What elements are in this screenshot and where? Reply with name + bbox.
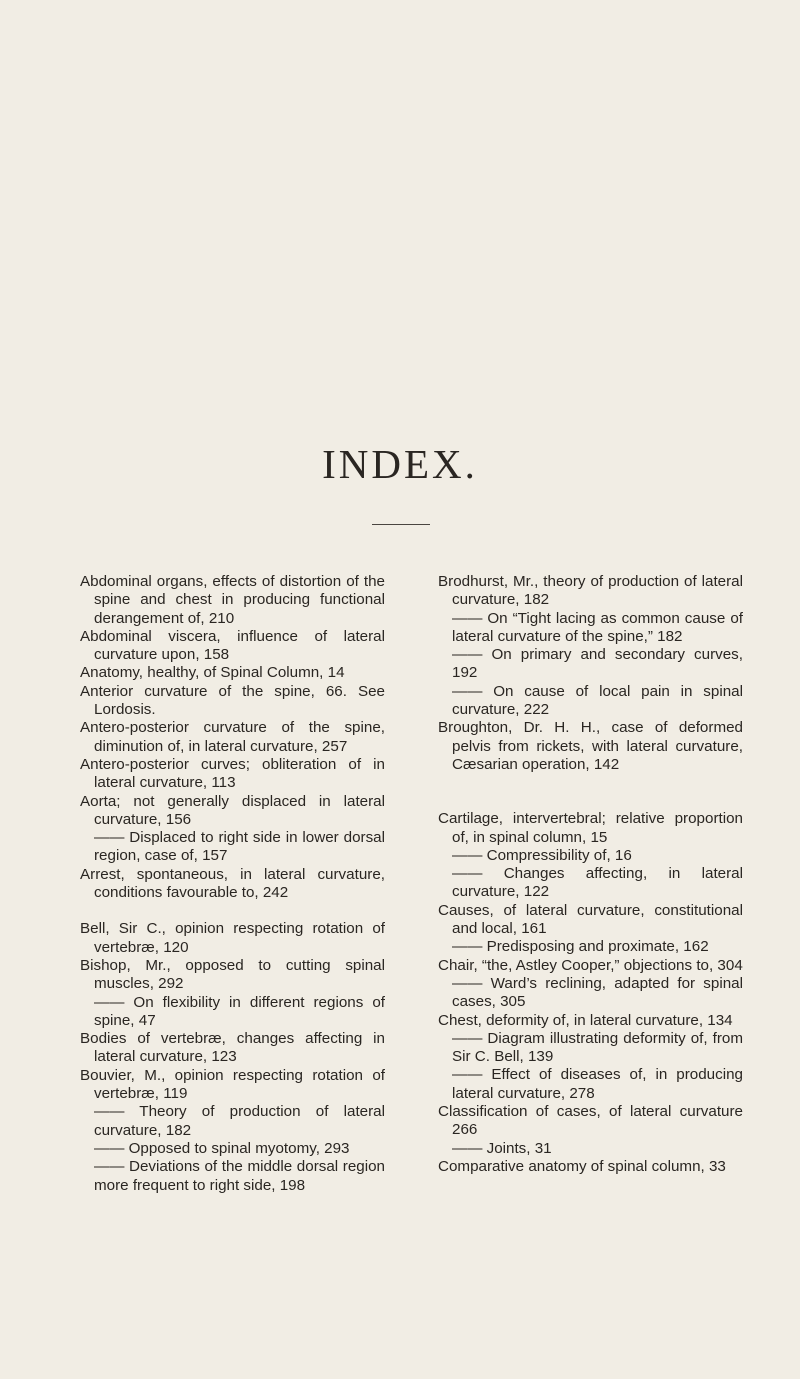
index-entry: Causes, of lateral curvature, constitutional and local, 161 bbox=[438, 901, 743, 938]
index-entry: Abdominal viscera, influence of lateral curvature upon, 158 bbox=[80, 627, 385, 664]
index-subentry: —— Predisposing and proximate, 162 bbox=[452, 938, 709, 956]
section-gap bbox=[438, 774, 743, 810]
index-subentry: —— On primary and secondary curves, 192 bbox=[452, 646, 743, 682]
index-entry: Abdominal organs, effects of distortion of the spine and chest in producing functional derangement of, 210 bbox=[80, 573, 385, 627]
index-column-left bbox=[80, 573, 385, 1195]
index-entry: Bell, Sir C., opinion respecting rotation of vertebræ, 120 bbox=[80, 920, 385, 956]
index-entry: Anatomy, healthy, of Spinal Column, 14 bbox=[80, 664, 345, 682]
index-entry: Antero-posterior curves; obliteration of in lateral curvature, 113 bbox=[80, 755, 385, 792]
index-column-right bbox=[438, 573, 743, 1176]
index-subentry: —— On cause of local pain in spinal curvature, 222 bbox=[452, 682, 743, 719]
index-subentry: —— On flexibility in different regions of spine, 47 bbox=[94, 993, 385, 1029]
index-entry: Chest, deformity of, in lateral curvature, 134 bbox=[438, 1011, 733, 1029]
section-gap bbox=[80, 902, 385, 920]
index-entry: Bishop, Mr., opposed to cutting spinal muscles, 292 bbox=[80, 956, 385, 993]
index-entry: Bodies of vertebræ, changes affecting in lateral curvature, 123 bbox=[80, 1030, 385, 1066]
index-subentry: —— Effect of diseases of, in producing lateral curvature, 278 bbox=[452, 1066, 743, 1102]
index-subentry: —— Compressibility of, 16 bbox=[452, 846, 632, 864]
index-entry: Arrest, spontaneous, in lateral curvature, conditions favourable to, 242 bbox=[80, 865, 385, 902]
index-entry: Aorta; not generally displaced in lateral curvature, 156 bbox=[80, 792, 385, 828]
index-subentry: —— Displaced to right side in lower dorsal region, case of, 157 bbox=[94, 829, 385, 865]
index-subentry: —— On “Tight lacing as common cause of lateral curvature of the spine,” 182 bbox=[452, 609, 743, 645]
index-entry: Chair, “the, Astley Cooper,” objections to, 304 bbox=[438, 956, 743, 974]
index-entry: Anterior curvature of the spine, 66. See Lordosis. bbox=[80, 682, 385, 719]
index-subentry: —— Ward’s reclining, adapted for spinal cases, 305 bbox=[452, 974, 743, 1011]
page-title: INDEX. bbox=[322, 441, 478, 487]
index-entry: Brodhurst, Mr., theory of production of lateral curvature, 182 bbox=[438, 573, 743, 609]
index-subentry: —— Joints, 31 bbox=[452, 1139, 552, 1157]
index-subentry: —— Diagram illustrating deformity of, from Sir C. Bell, 139 bbox=[452, 1029, 743, 1066]
index-entry: Classification of cases, of lateral curvature 266 bbox=[438, 1103, 743, 1139]
index-entry: Comparative anatomy of spinal column, 33 bbox=[438, 1157, 726, 1175]
index-subentry: —— Changes affecting, in lateral curvature, 122 bbox=[452, 865, 743, 901]
index-entry: Bouvier, M., opinion respecting rotation of vertebræ, 119 bbox=[80, 1066, 385, 1103]
index-subentry: —— Opposed to spinal myotomy, 293 bbox=[94, 1139, 350, 1157]
index-entry: Cartilage, intervertebral; relative proportion of, in spinal column, 15 bbox=[438, 810, 743, 846]
index-subentry: —— Deviations of the middle dorsal region more frequent to right side, 198 bbox=[94, 1158, 385, 1194]
index-subentry: —— Theory of production of lateral curvature, 182 bbox=[94, 1103, 385, 1139]
index-entry: Broughton, Dr. H. H., case of deformed pelvis from rickets, with lateral curvature, Cæsarian operation, 142 bbox=[438, 719, 743, 773]
title-rule bbox=[372, 524, 430, 525]
index-entry: Antero-posterior curvature of the spine, diminution of, in lateral curvature, 257 bbox=[80, 719, 385, 755]
